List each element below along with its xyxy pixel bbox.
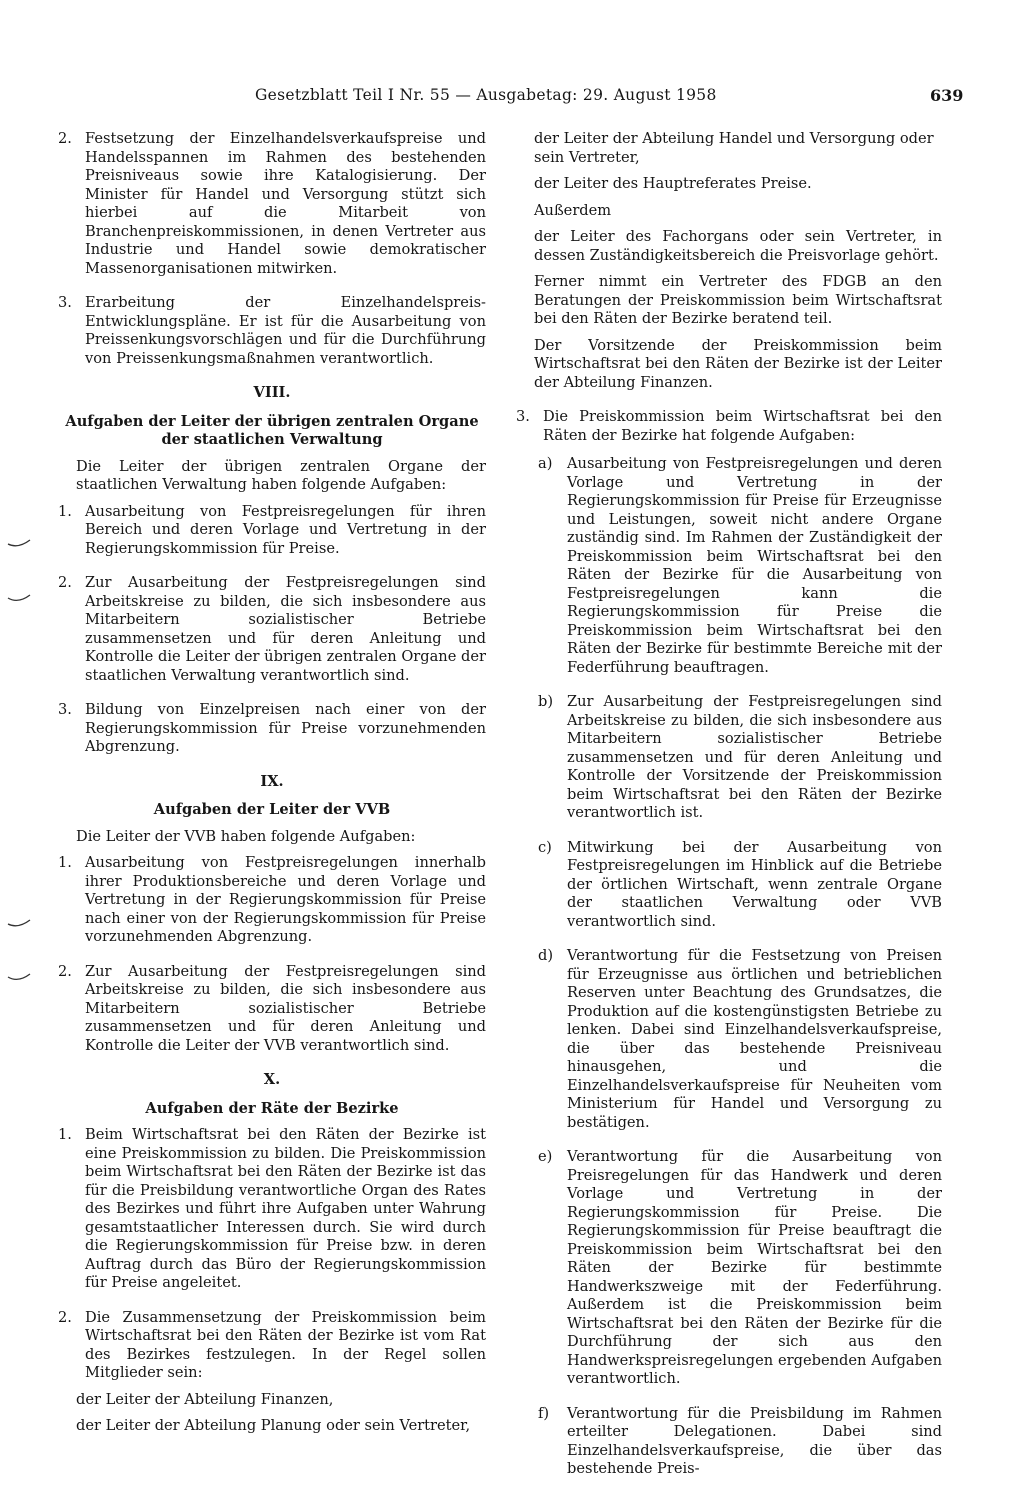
item-text: Zur Ausarbeitung der Festpreisregelungen sind Arbeitskreise zu bilden, die sich insbesondere aus Mitarbeitern sozialistischer Betriebe zusammensetzen und für deren Anleitung und Kontrolle die Leiter der VVB verantwortlich sind. xyxy=(85,962,486,1054)
fdgb-paragraph: Ferner nimmt ein Vertreter des FDGB an den Beratungen der Preiskommission beim Wirtschaftsrat bei den Räten der Bezirke beratend teil. xyxy=(534,273,942,327)
item-number: 3. xyxy=(516,408,530,425)
list-item xyxy=(58,1309,486,1383)
item-number: 3. xyxy=(58,294,72,311)
section-number: VIII. xyxy=(253,384,291,401)
sub-item-text: Verantwortung für die Festsetzung von Preisen für Erzeugnisse aus örtlichen und betrieblichen Reserven unter Beachtung des Grundsatzes, die Produktion auf die kostengünstigsten Betriebe zu lenken. Dabei sind Einzelhandelsverkaufspreise, die über das bestehende Preisniveau hinausgehen, und die Einzelhandelsverkaufspreise für Neuheiten vom Ministerium für Handel und Versorgung zu bestätigen. xyxy=(567,947,942,1131)
item-text: Die Preiskommission beim Wirtschaftsrat bei den Räten der Bezirke hat folgende Aufgaben: xyxy=(543,408,942,444)
right-column xyxy=(516,130,942,1495)
fachorgan-paragraph: der Leiter des Fachorgans oder sein Vertreter, in dessen Zuständigkeitsbereich die Preisvorlage gehört. xyxy=(534,228,942,264)
list-item xyxy=(58,701,486,757)
page-number: 639 xyxy=(930,86,964,105)
item-number: 3. xyxy=(58,701,72,718)
item-text: Erarbeitung der Einzelhandelspreis-Entwicklungspläne. Er ist für die Ausarbeitung von Preissenkungsvorschlägen und für die Durchführung von Preissenkungsmaßnahmen verantwortlich. xyxy=(85,294,486,367)
item-text: Ausarbeitung von Festpreisregelungen für ihren Bereich und deren Vorlage und Vertretung in der Regierungskommission für Preise. xyxy=(85,502,486,557)
list-item xyxy=(58,574,486,685)
sub-item-text: Verantwortung für die Preisbildung im Rahmen erteilter Delegationen. Dabei sind Einzelhandelsverkaufspreise, die über das bestehende Preis- xyxy=(567,1404,942,1477)
section-title: Aufgaben der Räte der Bezirke xyxy=(145,1099,399,1117)
section-number: X. xyxy=(263,1071,281,1088)
sub-item xyxy=(538,455,942,677)
member-entry: der Leiter des Hauptreferates Preise. xyxy=(534,175,812,192)
list-item xyxy=(58,130,486,278)
section-intro: Die Leiter der übrigen zentralen Organe der staatlichen Verwaltung haben folgende Aufgaben: xyxy=(76,457,486,493)
section-number: IX. xyxy=(260,772,284,790)
list-item xyxy=(58,854,486,947)
item-number: 1. xyxy=(58,502,72,520)
item-text: Festsetzung der Einzelhandelsverkaufspreise und Handelsspannen im Rahmen des bestehenden Preisniveaus sowie ihre Katalogisierung. Der Minister für Handel und Versorgung stützt sich hierbei auf die Mitarbeit von Branchenpreiskommissionen, in denen Vertreter aus Industrie und Handel sowie demokratischer Massenorganisationen mitwirken. xyxy=(85,130,486,277)
item-text: Die Zusammensetzung der Preiskommission beim Wirtschaftsrat bei den Räten der Bezirke ist vom Rat des Bezirkes festzulegen. In der Regel sollen Mitglieder sein: xyxy=(85,1308,486,1381)
list-item xyxy=(516,408,942,445)
margin-check-mark xyxy=(6,593,32,603)
sub-item-text: Verantwortung für die Ausarbeitung von Preisregelungen für das Handwerk und deren Vorlage und Vertretung in der Regierungskommission für Preise. Die Regierungskommission für Preise beauftragt die Preiskommission beim Wirtschaftsrat bei den Räten der Bezirke für bestimmte Handwerkszweige mit der Federführung. Außerdem ist die Preiskommission beim Wirtschaftsrat bei den Räten der Bezirke für die Durchführung der sich aus den Handwerkspreisregelungen ergebenden Aufgaben verantwortlich. xyxy=(567,1148,942,1387)
member-entry: der Leiter der Abteilung Handel und Versorgung oder sein Vertreter, xyxy=(534,130,934,166)
sub-item-text: Zur Ausarbeitung der Festpreisregelungen sind Arbeitskreise zu bilden, die sich insbesondere aus Mitarbeitern sozialistischer Betriebe zusammensetzen und für deren Anleitung und Kontrolle der Vorsitzende der Preiskommission beim Wirtschaftsrat bei den Räten der Bezirke verantwortlich ist. xyxy=(567,693,942,821)
section-intro: Die Leiter der VVB haben folgende Aufgaben: xyxy=(76,827,416,845)
sub-item xyxy=(538,1405,942,1479)
sub-item-letter: e) xyxy=(538,1148,553,1165)
list-item xyxy=(58,1126,486,1293)
list-item xyxy=(58,963,486,1056)
sub-item-text: Mitwirkung bei der Ausarbeitung von Festpreisregelungen im Hinblick auf die Betriebe der örtlichen Wirtschaft, wenn zentrale Organe der staatlichen Verwaltung oder VVB verantwortlich sind. xyxy=(567,838,942,930)
sub-item-letter: c) xyxy=(538,838,552,856)
item-number: 1. xyxy=(58,854,72,871)
left-column xyxy=(58,130,486,1444)
item-number: 2. xyxy=(58,574,72,591)
item-number: 1. xyxy=(58,1126,72,1143)
margin-check-mark xyxy=(6,918,32,928)
item-text: Beim Wirtschaftsrat bei den Räten der Bezirke ist eine Preiskommission zu bilden. Die Preiskommission beim Wirtschaftsrat bei den Räten der Bezirke ist das für die Preisbildung verantwortliche Organ des Rates des Bezirkes und führt ihre Aufgaben unter Wahrung gesamtstaatlicher Interessen durch. Sie wird durch die Regierungskommission für Preise bzw. in deren Auftrag durch das Büro der Regierungskommission für Preise angeleitet. xyxy=(85,1126,486,1291)
sub-item xyxy=(538,839,942,932)
section-title: Aufgaben der Leiter der VVB xyxy=(153,801,391,818)
item-text: Zur Ausarbeitung der Festpreisregelungen sind Arbeitskreise zu bilden, die sich insbesondere aus Mitarbeitern sozialistischer Betriebe zusammensetzen und für deren Anleitung und Kontrolle die Leiter der übrigen zentralen Organe der staatlichen Verwaltung verantwortlich sind. xyxy=(85,574,486,684)
sub-item-letter: d) xyxy=(538,947,554,964)
sub-item xyxy=(538,947,942,1132)
item-number: 2. xyxy=(58,1308,72,1326)
member-entry: der Leiter der Abteilung Finanzen, xyxy=(76,1390,334,1408)
item-text: Bildung von Einzelpreisen nach einer von der Regierungskommission für Preise vorzunehmenden Abgrenzung. xyxy=(85,701,486,755)
item-text: Ausarbeitung von Festpreisregelungen innerhalb ihrer Produktionsbereiche und deren Vorlage und Vertretung in der Regierungskommission für Preise nach einer von der Regierungskommission für Preise vorzunehmenden Abgrenzung. xyxy=(85,854,486,945)
margin-check-mark xyxy=(6,538,32,548)
ausserdem-label: Außerdem xyxy=(534,201,612,219)
sub-item xyxy=(538,1148,942,1389)
sub-item-letter: a) xyxy=(538,455,553,472)
item-number: 2. xyxy=(58,130,72,147)
margin-check-mark xyxy=(6,972,32,982)
item-number: 2. xyxy=(58,962,72,980)
sub-item-text: Ausarbeitung von Festpreisregelungen und deren Vorlage und Vertretung in der Regierungskommission für Preise für Erzeugnisse und Leistungen, soweit nicht andere Organe zuständig sind. Im Rahmen der Zuständigkeit der Preiskommission beim Wirtschaftsrat bei den Räten der Bezirke für die Ausarbeitung von Festpreisregelungen kann die Regierungskommission für Preise die Preiskommission beim Wirtschaftsrat bei den Räten der Bezirke für bestimmte Bereiche mit der Federführung beauftragen. xyxy=(567,455,942,676)
list-item xyxy=(58,294,486,368)
list-item xyxy=(58,503,486,559)
section-title: Aufgaben der Leiter der übrigen zentralen Organe der staatlichen Verwaltung xyxy=(65,412,479,448)
vorsitzende-paragraph: Der Vorsitzende der Preiskommission beim Wirtschaftsrat bei den Räten der Bezirke ist der Leiter der Abteilung Finanzen. xyxy=(534,336,942,391)
member-entry: der Leiter der Abteilung Planung oder sein Vertreter, xyxy=(76,1417,471,1434)
sub-item-letter: b) xyxy=(538,693,554,710)
page-header: Gesetzblatt Teil I Nr. 55 — Ausgabetag: 29. August 1958 xyxy=(255,86,717,104)
sub-item-letter: f) xyxy=(538,1404,550,1422)
sub-item xyxy=(538,693,942,823)
